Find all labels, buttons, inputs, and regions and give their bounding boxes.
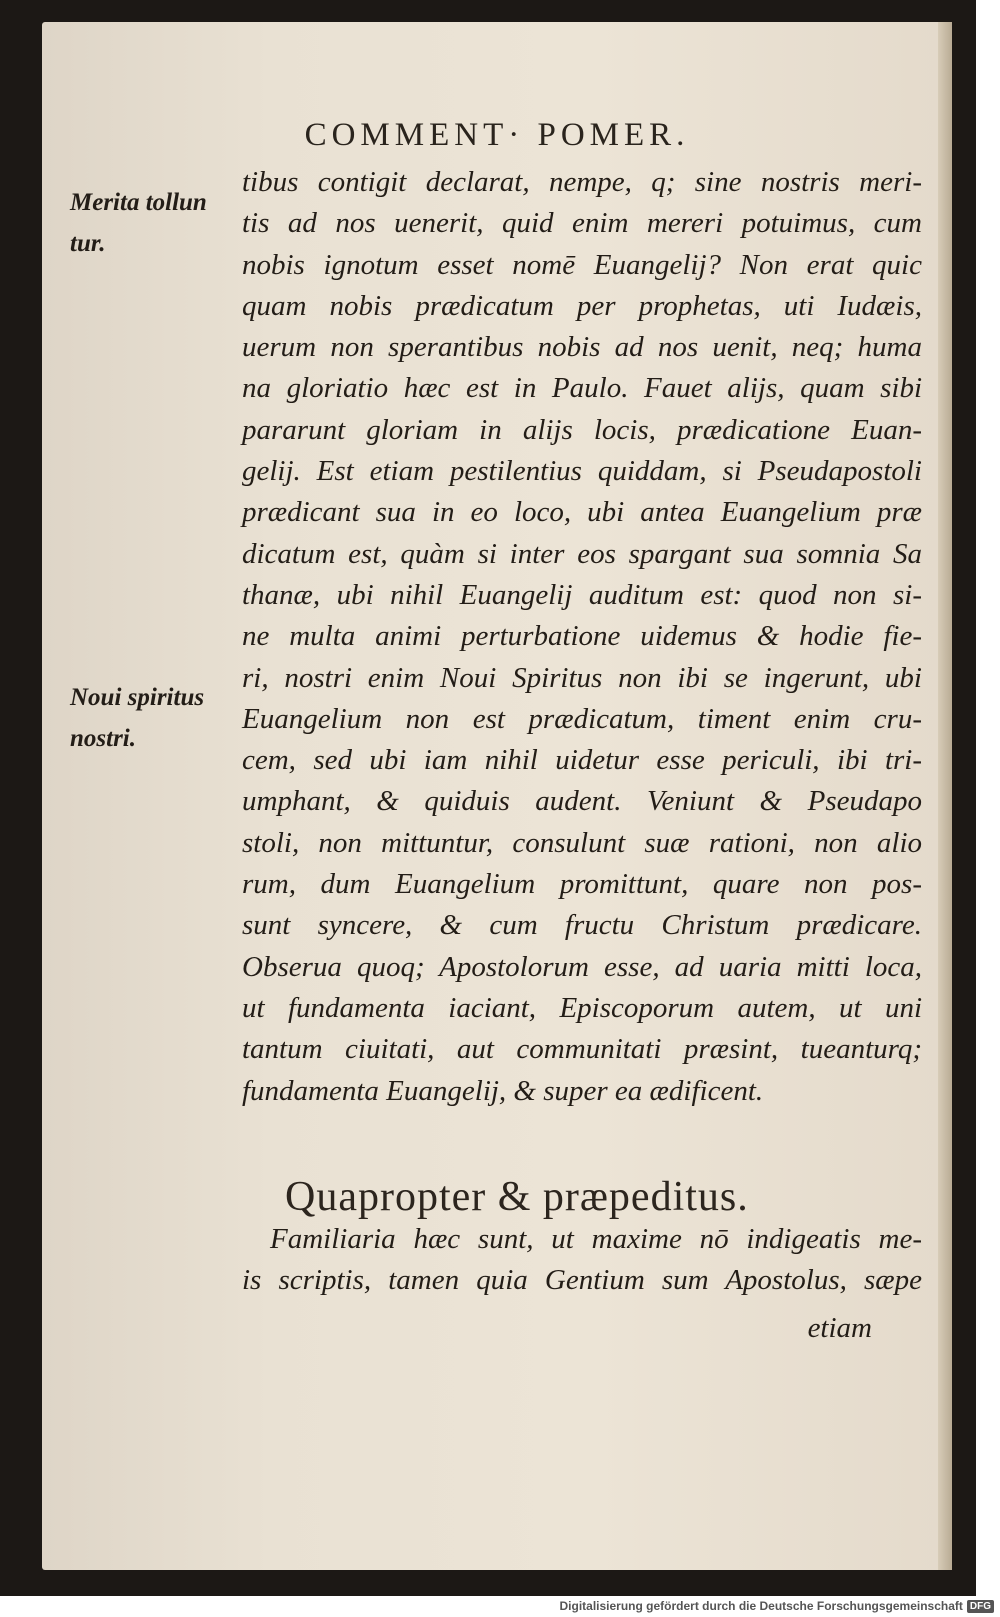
catchword: etiam bbox=[807, 1312, 872, 1344]
margin-note-merita bbox=[70, 182, 250, 265]
text-line: ne multa animi perturbatione uidemus & hodie fie- bbox=[242, 620, 922, 653]
text-line: ri, nostri enim Noui Spiritus non ibi se ingerunt, ubi bbox=[242, 661, 922, 694]
running-head: COMMENT· POMER. bbox=[304, 117, 690, 153]
text-line: dicatum est, quàm si inter eos spargant sua somnia Sa bbox=[242, 537, 922, 570]
text-line: tibus contigit declarat, nempe, q; sine nostris meri- bbox=[242, 166, 922, 198]
text-line: nobis ignotum esset nomē Euangelij? Non erat quic bbox=[242, 248, 922, 281]
second-paragraph bbox=[242, 1219, 922, 1302]
margin-note-line: tur. bbox=[70, 230, 106, 258]
text-line: Familiaria hæc sunt, ut maxime nō indigeatis me- bbox=[270, 1223, 922, 1255]
margin-note-line: nostri. bbox=[70, 725, 137, 753]
text-line: uerum non sperantibus nobis ad nos uenit, neq; huma bbox=[242, 331, 922, 364]
text-line: Euangelium non est prædicatum, timent enim cru- bbox=[242, 702, 922, 735]
footer-text: Digitalisierung gefördert durch die Deutsche Forschungsgemeinschaft bbox=[559, 1599, 963, 1613]
margin-note-line: Noui spiritus bbox=[70, 684, 205, 711]
text-line: cem, sed ubi iam nihil uidetur esse periculi, ibi tri- bbox=[242, 744, 922, 777]
page-edge bbox=[938, 22, 952, 1570]
text-line: pararunt gloriam in alijs locis, prædicatione Euan- bbox=[242, 413, 922, 446]
text-line: tantum ciuitati, aut communitati præsint, tueanturq; bbox=[242, 1033, 922, 1066]
text-line: na gloriatio hæc est in Paulo. Fauet alijs, quam sibi bbox=[242, 372, 922, 405]
text-line: rum, dum Euangelium promittunt, quare non pos- bbox=[242, 868, 922, 901]
text-line: thanæ, ubi nihil Euangelij auditum est: quod non si- bbox=[242, 578, 922, 611]
text-line: quam nobis prædicatum per prophetas, uti Iudæis, bbox=[242, 289, 922, 322]
text-line: umphant, & quiduis audent. Veniunt & Pseudapo bbox=[242, 785, 922, 818]
digitization-footer bbox=[559, 1598, 994, 1614]
text-line: tis ad nos uenerit, quid enim mereri potuimus, cum bbox=[242, 207, 922, 240]
text-line: prædicant sua in eo loco, ubi antea Euangelium præ bbox=[242, 496, 922, 529]
text-line: stoli, non mittuntur, consulunt suæ rationi, non alio bbox=[242, 826, 922, 859]
main-paragraph bbox=[242, 162, 922, 1112]
text-line: fundamenta Euangelij, & super ea ædificent. bbox=[242, 1074, 764, 1107]
book-page bbox=[42, 22, 952, 1570]
margin-note-line: Merita tollun bbox=[70, 189, 207, 216]
margin-note-noui-spiritus bbox=[70, 677, 250, 760]
text-line: is scriptis, tamen quia Gentium sum Apostolus, sæpe bbox=[242, 1264, 922, 1297]
text-line: sunt syncere, & cum fructu Christum prædicare. bbox=[242, 909, 922, 942]
lemma-heading: Quapropter & præpeditus. bbox=[285, 1174, 749, 1220]
text-line: Obserua quoq; Apostolorum esse, ad uaria mitti loca, bbox=[242, 950, 922, 983]
text-line: gelij. Est etiam pestilentius quiddam, si Pseudapostoli bbox=[242, 455, 922, 488]
text-line: ut fundamenta iaciant, Episcoporum autem, ut uni bbox=[242, 991, 922, 1024]
dfg-logo: DFG bbox=[967, 1600, 994, 1613]
